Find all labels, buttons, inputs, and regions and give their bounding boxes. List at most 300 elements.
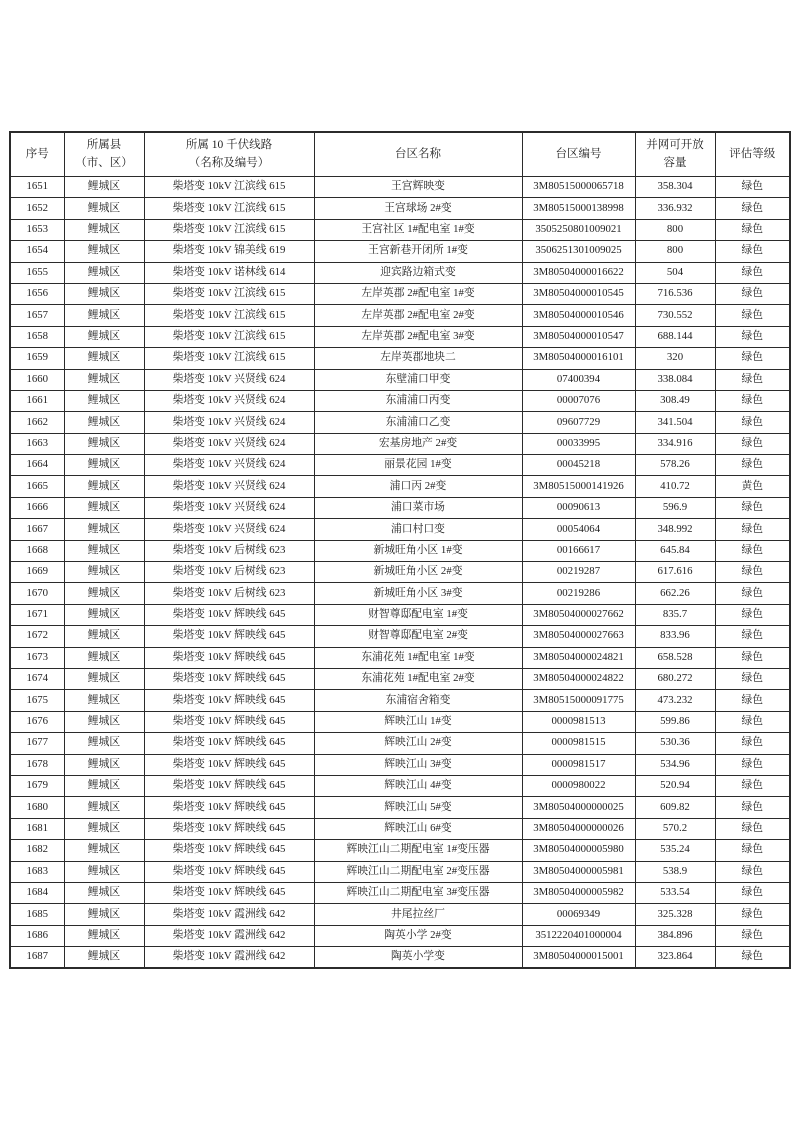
cell-capacity: 341.504: [635, 412, 715, 433]
table-row: [10, 775, 790, 796]
cell-county: 鲤城区: [64, 262, 144, 283]
cell-line: 柴塔变 10kV 霞洲线 642: [144, 925, 314, 946]
cell-county: 鲤城区: [64, 177, 144, 198]
table-row: [10, 947, 790, 969]
cell-capacity: 358.304: [635, 177, 715, 198]
cell-county: 鲤城区: [64, 540, 144, 561]
cell-station-name: 东浦浦口丙变: [314, 390, 522, 411]
cell-line: 柴塔变 10kV 辉映线 645: [144, 861, 314, 882]
cell-station-id: 00045218: [522, 455, 635, 476]
cell-capacity: 658.528: [635, 647, 715, 668]
cell-station-name: 左岸英郡 2#配电室 1#变: [314, 283, 522, 304]
cell-line: 柴塔变 10kV 兴贤线 624: [144, 476, 314, 497]
cell-capacity: 599.86: [635, 711, 715, 732]
cell-grade: 绿色: [715, 326, 790, 347]
cell-grade: 绿色: [715, 947, 790, 969]
cell-county: 鲤城区: [64, 412, 144, 433]
cell-capacity: 609.82: [635, 797, 715, 818]
cell-serial: 1675: [10, 690, 64, 711]
table-row: [10, 305, 790, 326]
cell-serial: 1661: [10, 390, 64, 411]
cell-station-id: 0000981513: [522, 711, 635, 732]
cell-station-id: 3M80504000010546: [522, 305, 635, 326]
cell-line: 柴塔变 10kV 后树线 623: [144, 540, 314, 561]
cell-line: 柴塔变 10kV 江滨线 615: [144, 305, 314, 326]
cell-station-name: 王宫辉映变: [314, 177, 522, 198]
cell-serial: 1687: [10, 947, 64, 969]
cell-capacity: 320: [635, 348, 715, 369]
table-row: [10, 455, 790, 476]
cell-line: 柴塔变 10kV 辉映线 645: [144, 775, 314, 796]
cell-station-name: 东浦花苑 1#配电室 1#变: [314, 647, 522, 668]
cell-county: 鲤城区: [64, 219, 144, 240]
cell-grade: 绿色: [715, 818, 790, 839]
cell-station-id: 3M80504000016622: [522, 262, 635, 283]
table-row: [10, 604, 790, 625]
cell-county: 鲤城区: [64, 476, 144, 497]
cell-station-name: 辉映江山 3#变: [314, 754, 522, 775]
cell-station-name: 东浦浦口乙变: [314, 412, 522, 433]
cell-station-name: 王宫社区 1#配电室 1#变: [314, 219, 522, 240]
cell-serial: 1660: [10, 369, 64, 390]
cell-line: 柴塔变 10kV 兴贤线 624: [144, 433, 314, 454]
cell-serial: 1673: [10, 647, 64, 668]
cell-capacity: 338.084: [635, 369, 715, 390]
cell-station-id: 0000980022: [522, 775, 635, 796]
cell-line: 柴塔变 10kV 辉映线 645: [144, 604, 314, 625]
cell-capacity: 384.896: [635, 925, 715, 946]
cell-county: 鲤城区: [64, 390, 144, 411]
table-row: [10, 668, 790, 689]
cell-county: 鲤城区: [64, 283, 144, 304]
cell-serial: 1668: [10, 540, 64, 561]
cell-line: 柴塔变 10kV 江滨线 615: [144, 198, 314, 219]
cell-line: 柴塔变 10kV 兴贤线 624: [144, 390, 314, 411]
cell-grade: 绿色: [715, 733, 790, 754]
cell-station-id: 00219286: [522, 583, 635, 604]
cell-line: 柴塔变 10kV 辉映线 645: [144, 754, 314, 775]
table-row: [10, 262, 790, 283]
cell-capacity: 323.864: [635, 947, 715, 969]
cell-capacity: 716.536: [635, 283, 715, 304]
cell-line: 柴塔变 10kV 辉映线 645: [144, 626, 314, 647]
cell-county: 鲤城区: [64, 797, 144, 818]
cell-line: 柴塔变 10kV 辉映线 645: [144, 818, 314, 839]
col-header-station-name-label: 台区名称: [395, 147, 441, 160]
cell-serial: 1669: [10, 562, 64, 583]
cell-grade: 黄色: [715, 476, 790, 497]
cell-county: 鲤城区: [64, 947, 144, 969]
cell-grade: 绿色: [715, 797, 790, 818]
cell-county: 鲤城区: [64, 711, 144, 732]
cell-station-id: 3M80515000091775: [522, 690, 635, 711]
cell-grade: 绿色: [715, 904, 790, 925]
cell-grade: 绿色: [715, 241, 790, 262]
cell-line: 柴塔变 10kV 辉映线 645: [144, 733, 314, 754]
table-row: [10, 519, 790, 540]
cell-station-id: 3M80504000015001: [522, 947, 635, 969]
cell-grade: 绿色: [715, 626, 790, 647]
table-row: [10, 177, 790, 198]
cell-capacity: 325.328: [635, 904, 715, 925]
cell-station-name: 新城旺角小区 2#变: [314, 562, 522, 583]
cell-station-id: 3M80504000027662: [522, 604, 635, 625]
table-row: [10, 861, 790, 882]
cell-county: 鲤城区: [64, 733, 144, 754]
table-row: [10, 711, 790, 732]
cell-grade: 绿色: [715, 925, 790, 946]
table-row: [10, 818, 790, 839]
cell-serial: 1655: [10, 262, 64, 283]
cell-station-id: 3M80504000005981: [522, 861, 635, 882]
table-row: [10, 390, 790, 411]
cell-capacity: 530.36: [635, 733, 715, 754]
table-row: [10, 198, 790, 219]
cell-serial: 1672: [10, 626, 64, 647]
cell-station-id: 0000981515: [522, 733, 635, 754]
cell-capacity: 504: [635, 262, 715, 283]
cell-county: 鲤城区: [64, 754, 144, 775]
cell-county: 鲤城区: [64, 647, 144, 668]
cell-serial: 1657: [10, 305, 64, 326]
cell-serial: 1676: [10, 711, 64, 732]
cell-station-name: 东浦宿舍箱变: [314, 690, 522, 711]
cell-county: 鲤城区: [64, 348, 144, 369]
table-row: [10, 326, 790, 347]
cell-station-id: 3M80504000010545: [522, 283, 635, 304]
cell-serial: 1686: [10, 925, 64, 946]
cell-station-name: 陶英小学变: [314, 947, 522, 969]
cell-county: 鲤城区: [64, 583, 144, 604]
cell-serial: 1658: [10, 326, 64, 347]
cell-line: 柴塔变 10kV 辉映线 645: [144, 711, 314, 732]
cell-station-name: 左岸英郡地块二: [314, 348, 522, 369]
cell-station-id: 3M80504000005980: [522, 840, 635, 861]
cell-grade: 绿色: [715, 433, 790, 454]
table-row: [10, 797, 790, 818]
cell-grade: 绿色: [715, 604, 790, 625]
cell-line: 柴塔变 10kV 辉映线 645: [144, 840, 314, 861]
cell-station-id: 07400394: [522, 369, 635, 390]
col-header-capacity-line1: 并网可开放: [646, 138, 704, 151]
cell-line: 柴塔变 10kV 兴贤线 624: [144, 412, 314, 433]
cell-capacity: 680.272: [635, 668, 715, 689]
cell-station-id: 3M80515000065718: [522, 177, 635, 198]
cell-grade: 绿色: [715, 262, 790, 283]
cell-station-id: 00054064: [522, 519, 635, 540]
cell-serial: 1654: [10, 241, 64, 262]
cell-county: 鲤城区: [64, 198, 144, 219]
cell-county: 鲤城区: [64, 241, 144, 262]
cell-station-id: 3M80504000027663: [522, 626, 635, 647]
cell-county: 鲤城区: [64, 668, 144, 689]
cell-grade: 绿色: [715, 177, 790, 198]
cell-county: 鲤城区: [64, 818, 144, 839]
cell-capacity: 833.96: [635, 626, 715, 647]
cell-line: 柴塔变 10kV 兴贤线 624: [144, 455, 314, 476]
cell-grade: 绿色: [715, 711, 790, 732]
table-row: [10, 412, 790, 433]
table-row: [10, 476, 790, 497]
cell-line: 柴塔变 10kV 辉映线 645: [144, 797, 314, 818]
cell-station-id: 3M80515000141926: [522, 476, 635, 497]
cell-county: 鲤城区: [64, 604, 144, 625]
cell-serial: 1680: [10, 797, 64, 818]
cell-capacity: 617.616: [635, 562, 715, 583]
col-header-grade-label: 评估等级: [729, 147, 776, 160]
cell-station-name: 浦口菜市场: [314, 497, 522, 518]
cell-line: 柴塔变 10kV 锦美线 619: [144, 241, 314, 262]
cell-station-id: 00219287: [522, 562, 635, 583]
cell-station-name: 辉映江山二期配电室 2#变压器: [314, 861, 522, 882]
cell-capacity: 835.7: [635, 604, 715, 625]
cell-grade: 绿色: [715, 583, 790, 604]
cell-line: 柴塔变 10kV 霞洲线 642: [144, 904, 314, 925]
col-header-serial-label: 序号: [25, 147, 49, 160]
cell-county: 鲤城区: [64, 626, 144, 647]
cell-line: 柴塔变 10kV 辉映线 645: [144, 882, 314, 903]
cell-county: 鲤城区: [64, 455, 144, 476]
cell-line: 柴塔变 10kV 辉映线 645: [144, 690, 314, 711]
table-row: [10, 369, 790, 390]
cell-capacity: 578.26: [635, 455, 715, 476]
cell-line: 柴塔变 10kV 江滨线 615: [144, 348, 314, 369]
cell-county: 鲤城区: [64, 305, 144, 326]
col-header-line-line1: 所属 10 千伏线路: [185, 138, 273, 151]
cell-county: 鲤城区: [64, 840, 144, 861]
cell-serial: 1670: [10, 583, 64, 604]
cell-station-id: 3512220401000004: [522, 925, 635, 946]
cell-capacity: 800: [635, 219, 715, 240]
cell-station-name: 左岸英郡 2#配电室 2#变: [314, 305, 522, 326]
cell-capacity: 473.232: [635, 690, 715, 711]
col-header-county-line2: （市、区）: [75, 156, 133, 169]
cell-capacity: 534.96: [635, 754, 715, 775]
table-row: [10, 690, 790, 711]
table-row: [10, 626, 790, 647]
cell-serial: 1682: [10, 840, 64, 861]
cell-station-id: 3M80504000016101: [522, 348, 635, 369]
cell-capacity: 662.26: [635, 583, 715, 604]
table-row: [10, 840, 790, 861]
col-header-line: [144, 132, 314, 177]
cell-station-name: 浦口丙 2#变: [314, 476, 522, 497]
cell-capacity: 730.552: [635, 305, 715, 326]
cell-capacity: 538.9: [635, 861, 715, 882]
table-row: [10, 219, 790, 240]
cell-grade: 绿色: [715, 219, 790, 240]
cell-station-name: 陶英小学 2#变: [314, 925, 522, 946]
cell-capacity: 570.2: [635, 818, 715, 839]
cell-capacity: 533.54: [635, 882, 715, 903]
cell-station-name: 辉映江山 1#变: [314, 711, 522, 732]
table-row: [10, 562, 790, 583]
cell-station-name: 辉映江山 4#变: [314, 775, 522, 796]
table-row: [10, 733, 790, 754]
table-row: [10, 540, 790, 561]
cell-serial: 1664: [10, 455, 64, 476]
cell-station-id: 3505250801009021: [522, 219, 635, 240]
cell-grade: 绿色: [715, 455, 790, 476]
cell-station-name: 王宫球场 2#变: [314, 198, 522, 219]
cell-station-id: 00166617: [522, 540, 635, 561]
table-row: [10, 283, 790, 304]
table-row: [10, 925, 790, 946]
cell-grade: 绿色: [715, 348, 790, 369]
cell-capacity: 348.992: [635, 519, 715, 540]
cell-serial: 1652: [10, 198, 64, 219]
cell-line: 柴塔变 10kV 兴贤线 624: [144, 519, 314, 540]
cell-line: 柴塔变 10kV 辉映线 645: [144, 668, 314, 689]
cell-county: 鲤城区: [64, 433, 144, 454]
cell-grade: 绿色: [715, 882, 790, 903]
cell-station-name: 井尾拉丝厂: [314, 904, 522, 925]
cell-station-id: 09607729: [522, 412, 635, 433]
cell-grade: 绿色: [715, 283, 790, 304]
cell-station-name: 新城旺角小区 3#变: [314, 583, 522, 604]
cell-station-name: 东浦花苑 1#配电室 2#变: [314, 668, 522, 689]
cell-serial: 1685: [10, 904, 64, 925]
cell-county: 鲤城区: [64, 562, 144, 583]
cell-grade: 绿色: [715, 497, 790, 518]
cell-line: 柴塔变 10kV 江滨线 615: [144, 219, 314, 240]
cell-county: 鲤城区: [64, 925, 144, 946]
cell-grade: 绿色: [715, 390, 790, 411]
cell-grade: 绿色: [715, 754, 790, 775]
table-row: [10, 904, 790, 925]
table-row: [10, 348, 790, 369]
cell-station-id: 3M80504000010547: [522, 326, 635, 347]
table-row: [10, 754, 790, 775]
cell-station-id: 00090613: [522, 497, 635, 518]
cell-station-id: 00033995: [522, 433, 635, 454]
cell-station-name: 东壁浦口甲变: [314, 369, 522, 390]
table-body: [10, 177, 790, 969]
cell-grade: 绿色: [715, 198, 790, 219]
col-header-capacity-line2: 容量: [663, 156, 687, 169]
cell-serial: 1663: [10, 433, 64, 454]
cell-grade: 绿色: [715, 690, 790, 711]
table-row: [10, 882, 790, 903]
cell-station-id: 3M80515000138998: [522, 198, 635, 219]
cell-serial: 1671: [10, 604, 64, 625]
cell-county: 鲤城区: [64, 882, 144, 903]
cell-station-name: 财智尊邸配电室 1#变: [314, 604, 522, 625]
table-row: [10, 433, 790, 454]
cell-capacity: 645.84: [635, 540, 715, 561]
cell-line: 柴塔变 10kV 霞洲线 642: [144, 947, 314, 969]
cell-line: 柴塔变 10kV 后树线 623: [144, 562, 314, 583]
col-header-grade: [715, 132, 790, 177]
cell-grade: 绿色: [715, 540, 790, 561]
cell-station-id: 0000981517: [522, 754, 635, 775]
cell-serial: 1684: [10, 882, 64, 903]
col-header-serial: [10, 132, 64, 177]
table-row: [10, 497, 790, 518]
cell-line: 柴塔变 10kV 诺林线 614: [144, 262, 314, 283]
cell-grade: 绿色: [715, 840, 790, 861]
cell-station-name: 辉映江山二期配电室 3#变压器: [314, 882, 522, 903]
cell-county: 鲤城区: [64, 497, 144, 518]
cell-capacity: 334.916: [635, 433, 715, 454]
cell-serial: 1674: [10, 668, 64, 689]
cell-serial: 1659: [10, 348, 64, 369]
cell-station-id: 3M80504000024821: [522, 647, 635, 668]
cell-grade: 绿色: [715, 519, 790, 540]
cell-station-id: 00069349: [522, 904, 635, 925]
cell-line: 柴塔变 10kV 辉映线 645: [144, 647, 314, 668]
col-header-county-line1: 所属县: [86, 138, 122, 151]
cell-station-id: 3M80504000000025: [522, 797, 635, 818]
col-header-county: [64, 132, 144, 177]
cell-serial: 1656: [10, 283, 64, 304]
cell-station-name: 辉映江山二期配电室 1#变压器: [314, 840, 522, 861]
cell-county: 鲤城区: [64, 519, 144, 540]
cell-station-name: 新城旺角小区 1#变: [314, 540, 522, 561]
cell-station-name: 浦口村口变: [314, 519, 522, 540]
cell-capacity: 800: [635, 241, 715, 262]
col-header-station-id-label: 台区编号: [555, 147, 602, 160]
cell-grade: 绿色: [715, 668, 790, 689]
cell-grade: 绿色: [715, 775, 790, 796]
cell-station-name: 丽景花园 1#变: [314, 455, 522, 476]
cell-serial: 1677: [10, 733, 64, 754]
cell-line: 柴塔变 10kV 江滨线 615: [144, 283, 314, 304]
col-header-station-name: [314, 132, 522, 177]
cell-station-name: 宏基房地产 2#变: [314, 433, 522, 454]
cell-serial: 1679: [10, 775, 64, 796]
cell-serial: 1683: [10, 861, 64, 882]
cell-serial: 1666: [10, 497, 64, 518]
cell-grade: 绿色: [715, 562, 790, 583]
cell-capacity: 596.9: [635, 497, 715, 518]
col-header-capacity: [635, 132, 715, 177]
cell-capacity: 520.94: [635, 775, 715, 796]
cell-station-name: 财智尊邸配电室 2#变: [314, 626, 522, 647]
cell-station-name: 辉映江山 6#变: [314, 818, 522, 839]
cell-station-name: 左岸英郡 2#配电室 3#变: [314, 326, 522, 347]
cell-line: 柴塔变 10kV 江滨线 615: [144, 326, 314, 347]
cell-station-name: 辉映江山 5#变: [314, 797, 522, 818]
cell-station-id: 00007076: [522, 390, 635, 411]
cell-serial: 1681: [10, 818, 64, 839]
cell-serial: 1665: [10, 476, 64, 497]
cell-station-name: 迎宾路边箱式变: [314, 262, 522, 283]
col-header-station-id: [522, 132, 635, 177]
table-row: [10, 583, 790, 604]
cell-line: 柴塔变 10kV 江滨线 615: [144, 177, 314, 198]
cell-grade: 绿色: [715, 305, 790, 326]
cell-line: 柴塔变 10kV 兴贤线 624: [144, 369, 314, 390]
cell-capacity: 336.932: [635, 198, 715, 219]
cell-station-id: 3M80504000000026: [522, 818, 635, 839]
cell-county: 鲤城区: [64, 690, 144, 711]
cell-county: 鲤城区: [64, 369, 144, 390]
cell-station-name: 辉映江山 2#变: [314, 733, 522, 754]
cell-grade: 绿色: [715, 861, 790, 882]
cell-capacity: 410.72: [635, 476, 715, 497]
cell-station-name: 王宫新巷开闭所 1#变: [314, 241, 522, 262]
cell-county: 鲤城区: [64, 861, 144, 882]
cell-capacity: 535.24: [635, 840, 715, 861]
capacity-table: [9, 131, 791, 969]
cell-capacity: 688.144: [635, 326, 715, 347]
cell-serial: 1667: [10, 519, 64, 540]
cell-serial: 1653: [10, 219, 64, 240]
cell-county: 鲤城区: [64, 326, 144, 347]
cell-capacity: 308.49: [635, 390, 715, 411]
cell-line: 柴塔变 10kV 兴贤线 624: [144, 497, 314, 518]
